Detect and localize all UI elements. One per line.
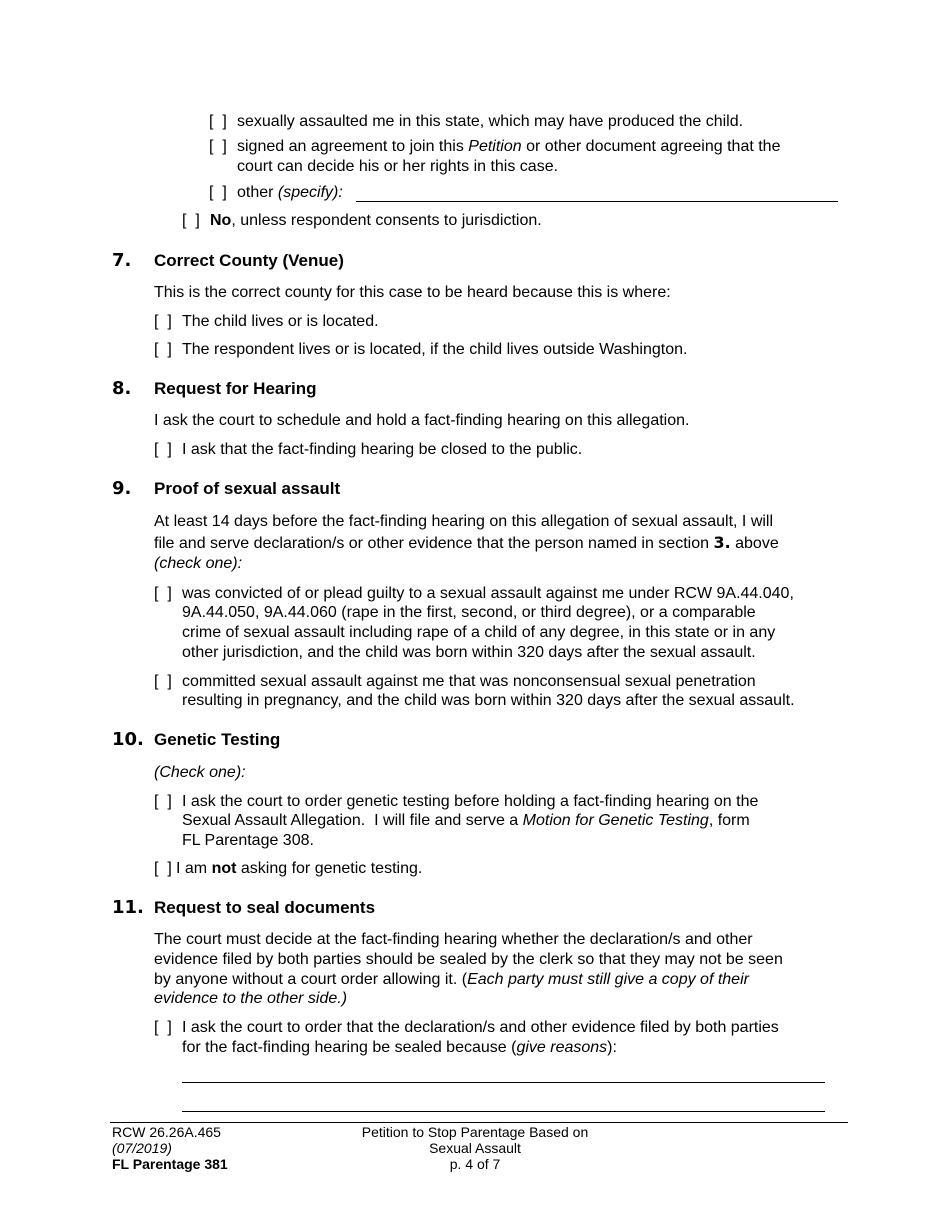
section-text: At least 14 days before the fact-finding hearing on this allegation of sexual assault, I will — [154, 513, 774, 530]
checkbox[interactable]: [ ] — [209, 138, 227, 155]
footer-page-number: p. 4 of 7 — [449, 1156, 501, 1172]
section-text: I ask the court to schedule and hold a fact-finding hearing on this allegation. — [154, 412, 690, 429]
option-text: committed sexual assault against me that was nonconsensual sexual penetration — [182, 673, 756, 690]
reason-line[interactable] — [182, 1111, 825, 1112]
section-number: 10. — [112, 729, 144, 750]
section-number: 7. — [112, 250, 132, 271]
footer-title — [330, 1124, 620, 1172]
option-text: The child lives or is located. — [182, 313, 379, 330]
checkbox[interactable]: [ ] — [154, 341, 172, 358]
checkbox[interactable]: [ ] — [209, 184, 227, 201]
option-text: The respondent lives or is located, if the child lives outside Washington. — [182, 341, 688, 358]
option-text: crime of sexual assault including rape of a child of any degree, in this state or in any — [182, 624, 776, 641]
checkbox[interactable]: [ ] — [154, 441, 172, 458]
checkbox[interactable]: [ ] — [154, 585, 172, 602]
option-text: sexually assaulted me in this state, which may have produced the child. — [237, 113, 744, 130]
option-text: FL Parentage 308. — [182, 832, 314, 849]
checkbox[interactable]: [ ] — [154, 673, 172, 690]
section-text: by anyone without a court order allowing it. (Each party must still give a copy of their — [154, 971, 749, 988]
option-text: I ask that the fact-finding hearing be closed to the public. — [182, 441, 583, 458]
section-number: 9. — [112, 478, 132, 499]
option-text: for the fact-finding hearing be sealed because (give reasons): — [182, 1039, 617, 1056]
checkbox[interactable]: [ ] — [154, 313, 172, 330]
section-text: (check one): — [154, 555, 243, 572]
section-title: Request to seal documents — [154, 898, 376, 917]
option-text: was convicted of or plead guilty to a sexual assault against me under RCW 9A.44.040, — [182, 585, 794, 602]
option-text: resulting in pregnancy, and the child was born within 320 days after the sexual assault. — [182, 692, 795, 709]
section-number: 11. — [112, 897, 144, 918]
section-text: evidence filed by both parties should be sealed by the clerk so that they may not be seen — [154, 951, 783, 968]
option-text: Sexual Assault Allegation. I will file and serve a Motion for Genetic Testing, form — [182, 812, 750, 829]
specify-line[interactable] — [356, 201, 838, 202]
section-text: evidence to the other side.) — [154, 990, 348, 1007]
checkbox[interactable]: [ ] — [209, 113, 227, 130]
section-text: file and serve declaration/s or other evidence that the person named in section 3. above — [154, 533, 779, 552]
section-title: Genetic Testing — [154, 730, 281, 749]
option-text: I ask the court to order that the declaration/s and other evidence filed by both parties — [182, 1019, 779, 1036]
option-text: I am not asking for genetic testing. — [176, 860, 423, 877]
section-number: 8. — [112, 378, 132, 399]
option-text: I ask the court to order genetic testing before holding a fact-finding hearing on the — [182, 793, 759, 810]
section-text: This is the correct county for this case to be heard because this is where: — [154, 284, 671, 301]
section-title: Proof of sexual assault — [154, 479, 341, 498]
option-text: other jurisdiction, and the child was born within 320 days after the sexual assault. — [182, 644, 756, 661]
section-text: (Check one): — [154, 764, 246, 781]
option-text: signed an agreement to join this Petition or other document agreeing that the — [237, 138, 781, 155]
section-title: Correct County (Venue) — [154, 251, 344, 270]
footer-form-name: FL Parentage 381 — [112, 1156, 228, 1172]
reason-line[interactable] — [182, 1082, 825, 1083]
checkbox[interactable]: [ ] — [154, 1019, 172, 1036]
no-option-text: No, unless respondent consents to jurisdiction. — [210, 212, 542, 229]
section-text: The court must decide at the fact-finding hearing whether the declaration/s and other — [154, 931, 753, 948]
option-text: 9A.44.050, 9A.44.060 (rape in the first, second, or third degree), or a comparable — [182, 604, 756, 621]
option-text: other (specify): — [237, 184, 343, 201]
section-title: Request for Hearing — [154, 379, 317, 398]
checkbox[interactable]: [ ] — [154, 793, 172, 810]
checkbox[interactable]: [ ] — [182, 212, 200, 229]
footer-date: (07/2019) — [112, 1140, 172, 1156]
checkbox[interactable]: [ ] — [154, 860, 172, 877]
footer-title-line: Sexual Assault — [429, 1140, 521, 1156]
footer-rcw: RCW 26.26A.465 — [112, 1124, 221, 1140]
option-text-line2: court can decide his or her rights in this case. — [237, 158, 559, 175]
footer-title-line: Petition to Stop Parentage Based on — [361, 1124, 589, 1140]
footer-divider — [110, 1122, 848, 1123]
